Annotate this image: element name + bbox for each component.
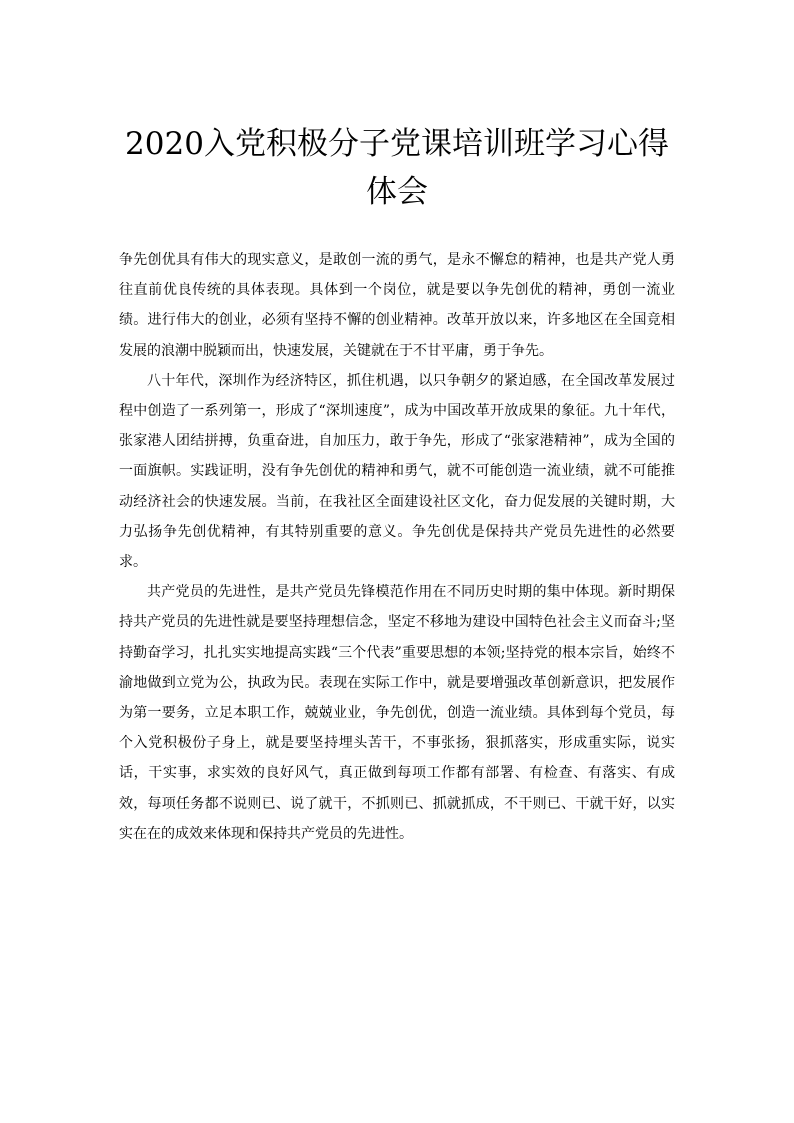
paragraph-3: 共产党员的先进性，是共产党员先锋模范作用在不同历史时期的集中体现。新时期保持共产党员的先进性就是要坚持理想信念，坚定不移地为建设中国特色社会主义而奋斗;坚持勤奋学习，扎扎实实地提高实践“三个代表”重要思想的本领;坚持党的根本宗旨，始终不渝地做到立党为公，执政为民。表现在实际工作中，就是要增强改革创新意识，把发展作为第一要务，立足本职工作，兢兢业业，争先创优，创造一流业绩。具体到每个党员，每个入党积极份子身上，就是要坚持埋头苦干，不事张扬，狠抓落实，形成重实际，说实话，干实事，求实效的良好风气，真正做到每项工作都有部署、有检查、有落实、有成效，每项任务都不说则已、说了就干，不抓则已、抓就抓成，不干则已、干就干好，以实实在在的成效来体现和保持共产党员的先进性。: [119, 584, 675, 842]
paragraph-2: 八十年代，深圳作为经济特区，抓住机遇，以只争朝夕的紧迫感，在全国改革发展过程中创造了一系列第一，形成了“深圳速度”，成为中国改革开放成果的象征。九十年代，张家港人团结拼搏，负重奋进，自加压力，敢于争先，形成了“张家港精神”，成为全国的一面旗帜。实践证明，没有争先创优的精神和勇气，就不可能创造一流业绩，就不可能推动经济社会的快速发展。当前，在我社区全面建设社区文化，奋力促发展的关键时期，大力弘扬争先创优精神，有其特别重要的意义。争先创优是保持共产党员先进性的必然要求。: [119, 372, 675, 571]
document-body: [119, 245, 675, 849]
document-title: 2020入党积极分子党课培训班学习心得体会: [125, 126, 669, 210]
paragraph-1: 争先创优具有伟大的现实意义，是敢创一流的勇气，是永不懈怠的精神，也是共产党人勇往直前优良传统的具体表现。具体到一个岗位，就是要以争先创优的精神，勇创一流业绩。进行伟大的创业，必须有坚持不懈的创业精神。改革开放以来，许多地区在全国竞相发展的浪潮中脱颖而出，快速发展，关键就在于不甘平庸，勇于争先。: [119, 252, 675, 359]
